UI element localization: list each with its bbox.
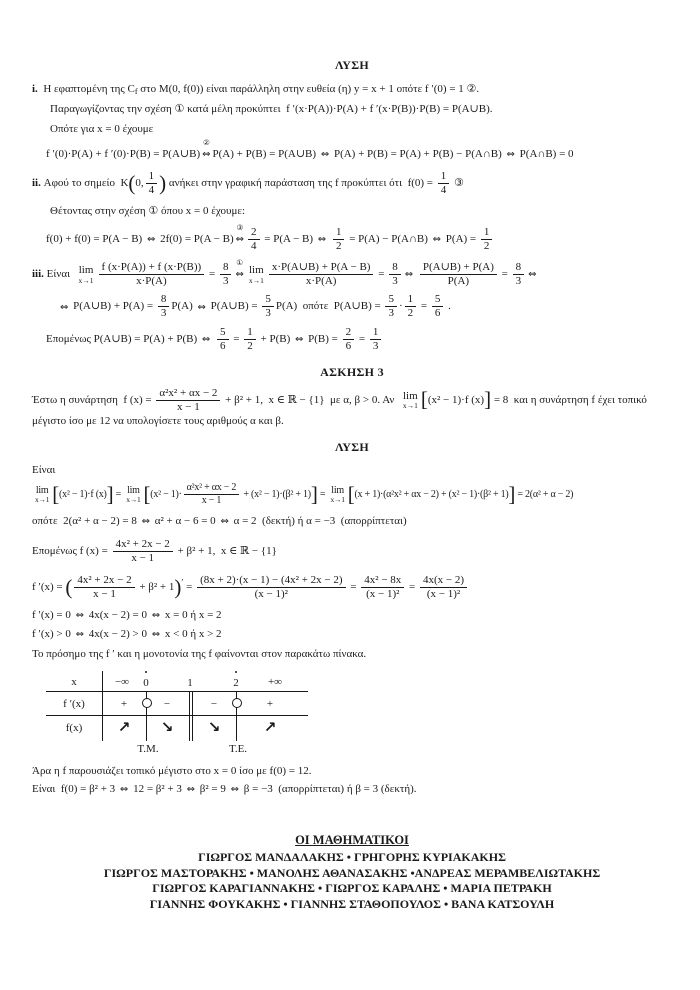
local-min-label: Τ.Ε. — [228, 743, 248, 756]
text-run: iii. — [32, 268, 44, 281]
text-run: = — [206, 268, 218, 281]
text-run: Θέτοντας στην σχέση ① όπου x = 0 έχουμε: — [50, 205, 246, 218]
fraction — [403, 293, 419, 320]
limit — [327, 486, 347, 504]
double-arrow: ⇔ — [75, 610, 84, 622]
limit-subscript: x→1 — [126, 495, 141, 505]
text-run: Είναι — [32, 463, 56, 476]
text-run: 12 = β² + 3 — [130, 783, 185, 796]
math-line — [32, 170, 672, 197]
fraction — [182, 482, 242, 507]
text-run: = P(A − B) — [261, 232, 316, 245]
fraction — [97, 261, 207, 288]
math-line — [32, 204, 672, 218]
iff-arrow — [505, 147, 517, 161]
double-arrow: ⇔ — [186, 784, 196, 796]
numerator: 1 — [370, 326, 382, 340]
fraction — [418, 261, 499, 288]
fprime-sign-2: − — [163, 698, 171, 711]
text-run: = — [347, 581, 360, 594]
numerator: 2 — [248, 226, 260, 240]
math-line — [32, 647, 672, 661]
section-heading: ΑΣΚΗΣΗ 3 — [320, 365, 384, 380]
numerator: 8 — [158, 293, 170, 307]
text-run: P(A) οπότε P(A∪B) = — [275, 300, 384, 313]
text-run: P(A∪B) = — [207, 300, 261, 313]
table-x-posinf: +∞ — [267, 676, 283, 689]
limit-word: lim — [249, 264, 264, 277]
denominator: 2 — [483, 239, 490, 252]
limit-subscript: x→1 — [402, 401, 418, 411]
relation-ref: ① — [236, 258, 244, 268]
numerator: α²x² + αx − 2 — [184, 482, 240, 495]
double-arrow: ⇔ — [220, 516, 229, 528]
double-arrow: ⇔ — [235, 269, 244, 281]
double-arrow: ⇔ — [506, 148, 515, 160]
table-x-zero: 0 — [143, 677, 149, 690]
numerator: 4x² + 2x − 2 — [113, 538, 173, 552]
stretchy-paren: [ — [347, 481, 355, 506]
limit-word: lim — [403, 389, 418, 402]
text-run: β = −3 (απορρίπτεται) ή β = 3 (δεκτή). — [241, 783, 417, 796]
text-run: f ′(x) = — [32, 581, 66, 594]
numerator: 1 — [438, 170, 450, 184]
iff-arrow — [319, 147, 331, 161]
iff-arrow — [74, 608, 86, 622]
limit-subscript: x→1 — [248, 275, 264, 285]
zero-circle-x2 — [232, 698, 242, 708]
text-run: στο M(0, f(0)) είναι παράλληλη στην ευθεία (η) y = x + 1 οπότε f ′(0) = 1 ②. — [137, 82, 480, 95]
iff-arrow — [196, 300, 208, 314]
denominator: (x − 1)² — [254, 588, 288, 601]
double-arrow: ⇔ — [202, 148, 211, 160]
text-run: · — [398, 300, 403, 313]
text-run: x < 0 ή x > 2 — [162, 627, 222, 640]
text-run: (x + 1)·(α²x² + αx − 2) + (x² − 1)·(β² + 1) — [354, 489, 509, 500]
denominator: 2 — [407, 307, 414, 320]
numerator: 4x² + 2x − 2 — [74, 574, 134, 588]
text-run: 2f(0) = P(A − B) — [157, 232, 234, 245]
text-run: P(B) = — [305, 332, 341, 345]
iff-arrow — [229, 782, 241, 796]
stretchy-paren: ] — [106, 481, 114, 506]
text-run: (x² − 1)·f (x) — [427, 393, 485, 406]
fraction — [154, 387, 222, 414]
fraction — [246, 226, 262, 253]
relation-ref: ② — [202, 137, 210, 147]
monotonicity-arrow-up-1: ↗ — [117, 718, 131, 737]
numerator: 1 — [333, 226, 345, 240]
iff-arrow — [150, 627, 162, 641]
text-run: Οπότε για x = 0 έχουμε — [50, 123, 154, 136]
iff-arrow — [150, 608, 162, 622]
table-vline-x1-b — [192, 691, 193, 741]
iff-arrow — [403, 267, 415, 281]
iff-arrow — [200, 332, 212, 346]
denominator: x − 1 — [93, 588, 116, 601]
double-arrow: ⇔ — [146, 233, 156, 245]
table-x-two: 2 — [233, 677, 239, 690]
text-run: = 8 και η συνάρτηση f έχει τοπικό μέγιστο ίσο με 12 να υπολογίσετε τους αριθμούς α και β. — [32, 393, 650, 428]
stretchy-paren: [ — [52, 481, 59, 506]
monotonicity-arrow-down-2: ↘ — [207, 718, 221, 737]
numerator: 8 — [513, 261, 525, 275]
denominator: 4 — [440, 184, 447, 197]
math-line — [32, 514, 672, 528]
text-run: + β² + 1 — [136, 581, 175, 594]
fraction — [218, 261, 234, 288]
dot-above-zero — [145, 671, 147, 673]
iff-arrow — [200, 137, 212, 161]
text-run: + β² + 1, x ∈ ℝ − {1} με α, β > 0. Αν — [222, 393, 400, 406]
monotonicity-arrow-down-1: ↘ — [160, 718, 174, 737]
numerator: 1 — [146, 170, 158, 184]
fprime-sign-1: + — [120, 698, 128, 711]
fraction — [331, 226, 347, 253]
denominator: 6 — [220, 339, 226, 352]
iff-arrow — [74, 627, 86, 641]
text-run: i. — [32, 82, 38, 95]
text-run: Άρα η f παρουσιάζει τοπικό μέγιστο στο x = 0 ίσο με f(0) = 12. — [32, 765, 312, 778]
denominator: 3 — [392, 275, 398, 288]
stretchy-paren: ) — [174, 574, 182, 599]
fraction — [111, 538, 175, 565]
double-arrow: ⇔ — [75, 628, 84, 640]
text-run: Η εφαπτομένη της C — [37, 82, 135, 95]
text-run: + (x² − 1)·(β² + 1) — [241, 489, 311, 500]
text-run: = — [183, 581, 196, 594]
text-run: P(A∪B) + P(A) = — [70, 300, 156, 313]
math-line — [32, 387, 672, 429]
math-line — [32, 258, 672, 288]
iff-arrow — [316, 232, 328, 246]
text-run: ii. — [32, 177, 41, 190]
stretchy-paren: ) — [159, 170, 167, 195]
iff-arrow — [145, 232, 157, 246]
numerator: 5 — [432, 293, 444, 307]
stretchy-paren: ( — [128, 170, 136, 195]
denominator: 3 — [388, 307, 394, 320]
table-x-neginf: −∞ — [114, 676, 130, 689]
fraction — [479, 226, 495, 253]
numerator: P(A∪B) + P(A) — [420, 261, 497, 275]
stretchy-paren: ] — [508, 481, 516, 506]
limit-word: lim — [127, 484, 140, 496]
table-x-label: x — [71, 676, 77, 689]
math-line — [32, 293, 672, 320]
denominator: x·P(A) — [305, 275, 337, 288]
fprime-sign-4: + — [266, 698, 274, 711]
math-line — [32, 574, 672, 601]
fraction — [359, 574, 406, 601]
double-arrow: ⇔ — [201, 333, 211, 345]
math-line — [32, 482, 672, 507]
text-run: . — [445, 300, 451, 313]
double-arrow: ⇔ — [294, 333, 304, 345]
denominator: x − 1 — [131, 551, 155, 564]
limit — [246, 265, 267, 284]
math-line — [32, 782, 672, 796]
double-arrow: ⇔ — [404, 269, 414, 281]
text-run: = — [498, 268, 511, 281]
fraction — [144, 170, 160, 197]
limit-subscript: x→1 — [78, 275, 94, 285]
iff-arrow — [218, 514, 230, 528]
section-heading: ΛΥΣΗ — [334, 440, 370, 455]
denominator: 3 — [222, 275, 229, 288]
text-run: α² + α − 6 = 0 — [152, 515, 219, 528]
math-line — [32, 627, 672, 641]
stretchy-paren: ] — [484, 387, 492, 412]
limit — [32, 486, 52, 504]
double-arrow: ⇔ — [197, 301, 206, 313]
numerator: 8 — [389, 261, 401, 275]
limit — [76, 265, 97, 284]
denominator: 6 — [434, 307, 441, 320]
text-run: = 2(α² + α − 2) — [515, 489, 574, 500]
text-run: 4x(x − 2) > 0 — [86, 627, 150, 640]
math-line — [32, 82, 672, 97]
text-run: ανήκει στην γραφική παράσταση της f προκύπτει ότι f(0) = — [166, 177, 436, 190]
numerator: 1 — [405, 293, 417, 307]
fraction — [387, 261, 403, 288]
text-run: + β² + 1, x ∈ ℝ − {1} — [174, 544, 277, 557]
text-run: Το πρόσημο της f ′ και η μονοτονία της f φαίνονται στον παρακάτω πίνακα. — [32, 647, 367, 660]
fraction — [195, 574, 347, 601]
numerator: 5 — [262, 293, 274, 307]
text-run: ③ — [451, 177, 464, 190]
denominator: x·P(A) — [136, 275, 167, 288]
stretchy-paren: [ — [143, 481, 151, 506]
math-line — [32, 538, 672, 565]
text-run: Επομένως f (x) = — [32, 544, 111, 557]
math-line — [32, 122, 672, 136]
double-arrow: ⇔ — [151, 628, 161, 640]
fraction — [72, 574, 136, 601]
denominator: x − 1 — [177, 400, 200, 413]
double-arrow: ⇔ — [119, 784, 129, 796]
solution-block — [32, 58, 672, 661]
iff-arrow — [431, 232, 443, 246]
table-hline-top — [46, 691, 308, 692]
denominator: 4 — [251, 239, 257, 252]
limit — [400, 391, 421, 410]
math-line — [32, 608, 672, 622]
double-arrow: ⇔ — [230, 784, 240, 796]
text-run: P(A) + P(B) = P(A∪B) — [212, 147, 319, 160]
text-run: = — [418, 300, 430, 313]
numerator: 1 — [481, 226, 493, 240]
text-run: = — [317, 489, 328, 500]
conclusion-block — [32, 764, 672, 797]
iff-arrow — [234, 222, 246, 246]
text-run: P(A) — [171, 300, 196, 313]
text-run: = — [356, 332, 368, 345]
denominator: 2 — [247, 339, 253, 352]
footer-names-line: ΓΙΩΡΓΟΣ ΜΑΝΔΑΛΑΚΗΣ • ΓΡΗΓΟΡΗΣ ΚΥΡΙΑΚΑΚΗΣ — [198, 850, 506, 865]
math-line — [32, 764, 672, 778]
double-arrow: ⇔ — [317, 233, 327, 245]
stretchy-paren: [ — [420, 387, 428, 412]
fraction — [436, 170, 452, 197]
monotonicity-arrow-up-2: ↗ — [263, 718, 277, 737]
double-arrow: ⇔ — [320, 148, 330, 160]
text-run: P(A) = — [443, 232, 479, 245]
table-hline-mid — [46, 715, 308, 716]
text-run: β² = 9 — [197, 783, 229, 796]
math-line — [32, 463, 672, 477]
math-line — [32, 326, 672, 353]
text-run: 4x(x − 2) = 0 — [86, 609, 150, 622]
limit-subscript: x→1 — [330, 495, 345, 505]
numerator: 8 — [220, 261, 232, 275]
denominator: 3 — [372, 339, 379, 352]
double-arrow: ⇔ — [432, 233, 442, 245]
limit-word: lim — [78, 264, 94, 277]
text-run: f ′(x) = 0 — [32, 609, 74, 622]
zero-circle-x0 — [142, 698, 152, 708]
text-run: = — [375, 268, 388, 281]
text-run: Αφού το σημείο K — [40, 177, 129, 190]
fraction — [341, 326, 357, 353]
denominator: 3 — [265, 307, 271, 320]
limit — [123, 486, 143, 504]
iff-arrow — [233, 258, 245, 281]
text-run: = P(A) − P(A∩B) — [346, 232, 431, 245]
table-fprime-label: f ′(x) — [63, 698, 85, 711]
superscript: ′ — [181, 577, 184, 588]
text-run: Είναι — [43, 268, 76, 281]
footer-names-line: ΓΙΑΝΝΗΣ ΦΟΥΚΑΚΗΣ • ΓΙΑΝΝΗΣ ΣΤΑΘΟΠΟΥΛΟΣ • ΒΑΝΑ ΚΑΤΣΟΥΛΗ — [149, 896, 555, 911]
double-arrow: ⇔ — [235, 233, 245, 245]
dot-above-two — [235, 671, 237, 673]
text-run: f(0) + f(0) = P(A − B) — [46, 232, 145, 245]
limit-word: lim — [331, 484, 344, 496]
text-run: P(A) + P(B) = P(A) + P(B) − P(A∩B) — [331, 147, 505, 160]
denominator: P(A) — [447, 275, 470, 288]
text-run: Επομένως P(A∪B) = P(A) + P(B) — [46, 332, 200, 345]
denominator: 2 — [335, 239, 342, 252]
limit-subscript: x→1 — [35, 495, 50, 505]
text-run: = — [406, 581, 418, 594]
fraction — [430, 293, 446, 320]
text-run: P(A∩B) = 0 — [516, 147, 574, 160]
text-run: Είναι f(0) = β² + 3 — [32, 783, 118, 796]
fraction — [156, 293, 172, 320]
denominator: 4 — [148, 184, 155, 197]
fraction — [267, 261, 376, 288]
denominator: x − 1 — [201, 495, 222, 507]
numerator: 4x² − 8x — [361, 574, 404, 588]
denominator: 3 — [160, 307, 167, 320]
fprime-sign-3: − — [210, 698, 218, 711]
numerator: 5 — [385, 293, 397, 307]
text-run: α = 2 (δεκτή) ή α = −3 (απορρίπτεται) — [230, 515, 407, 528]
text-run: = — [113, 489, 124, 500]
iff-arrow — [58, 300, 70, 314]
numerator: 2 — [343, 326, 355, 340]
denominator: (x − 1)² — [426, 588, 461, 601]
text-run: Παραγωγίζοντας την σχέση ① κατά μέλη προκύπτει f ′(x·P(A))·P(A) + f ′(x·P(B))·P(B) = P(A∪B). — [50, 102, 493, 115]
stretchy-paren: ] — [310, 481, 318, 506]
relation-ref: ③ — [236, 222, 244, 232]
numerator: 5 — [217, 326, 229, 340]
denominator: 6 — [345, 339, 352, 352]
text-run: + P(B) — [257, 332, 293, 345]
iff-arrow — [185, 782, 197, 796]
local-max-label: Τ.Μ. — [137, 743, 159, 756]
numerator: (8x + 2)·(x − 1) − (4x² + 2x − 2) — [197, 574, 345, 588]
fraction — [418, 574, 469, 601]
text-run: Έστω η συνάρτηση f (x) = — [32, 393, 155, 406]
iff-arrow — [140, 514, 152, 528]
text-run: (x² − 1)·f (x) — [59, 489, 107, 500]
math-line — [32, 137, 672, 161]
text-run: f ′(x) > 0 — [32, 627, 74, 640]
double-arrow: ⇔ — [60, 301, 69, 313]
fraction — [242, 326, 258, 353]
math-line — [32, 102, 672, 116]
footer-title: ΟΙ ΜΑΘΗΜΑΤΙΚΟΙ — [295, 832, 409, 847]
fraction — [215, 326, 231, 353]
footer — [32, 833, 672, 913]
numerator: x·P(A∪B) + P(A − B) — [269, 261, 374, 275]
table-vline-labels — [102, 671, 103, 741]
section-heading: ΛΥΣΗ — [334, 58, 370, 72]
table-vline-x1-a — [189, 691, 190, 741]
table-f-label: f(x) — [65, 722, 83, 735]
fraction — [260, 293, 276, 320]
table-x-one: 1 — [187, 677, 193, 690]
text-run: (x² − 1)· — [150, 489, 182, 500]
footer-names-line: ΓΙΩΡΓΟΣ ΜΑΣΤΟΡΑΚΗΣ • ΜΑΝΟΛΗΣ ΑΘΑΝΑΣΑΚΗΣ •ΑΝΔΡΕΑΣ ΜΕΡΑΜΒΕΛΙΩΤΑΚΗΣ — [103, 865, 601, 880]
numerator: 1 — [244, 326, 256, 340]
iff-arrow — [118, 782, 130, 796]
text-run: f ′(0)·P(A) + f ′(0)·P(B) = P(A∪B) — [46, 147, 201, 160]
double-arrow: ⇔ — [141, 516, 150, 528]
iff-arrow — [526, 267, 538, 281]
numerator: 4x(x − 2) — [420, 574, 467, 588]
iff-arrow — [293, 332, 305, 346]
fraction — [383, 293, 399, 320]
text-run: οπότε 2(α² + α − 2) = 8 — [32, 515, 140, 528]
stretchy-paren: ( — [65, 574, 73, 599]
text-run: 0, — [135, 177, 144, 190]
limit-word: lim — [35, 484, 49, 496]
denominator: (x − 1)² — [366, 588, 400, 601]
fraction — [368, 326, 384, 353]
text-run: x = 0 ή x = 2 — [162, 609, 222, 622]
fraction — [511, 261, 527, 288]
math-line — [32, 222, 672, 253]
footer-names-line: ΓΙΩΡΓΟΣ ΚΑΡΑΓΙΑΝΝΑΚΗΣ • ΓΙΩΡΓΟΣ ΚΑΡΑΛΗΣ • ΜΑΡΙΑ ΠΕΤΡΑΚΗ — [152, 881, 552, 896]
numerator: α²x² + αx − 2 — [156, 387, 220, 401]
subscript: f — [134, 86, 138, 96]
denominator: 3 — [515, 275, 522, 288]
double-arrow: ⇔ — [528, 269, 537, 281]
numerator: f (x·P(A)) + f (x·P(B)) — [99, 261, 205, 275]
text-run: = — [230, 332, 243, 345]
monotonicity-sign-table — [46, 671, 308, 759]
double-arrow: ⇔ — [151, 610, 161, 622]
